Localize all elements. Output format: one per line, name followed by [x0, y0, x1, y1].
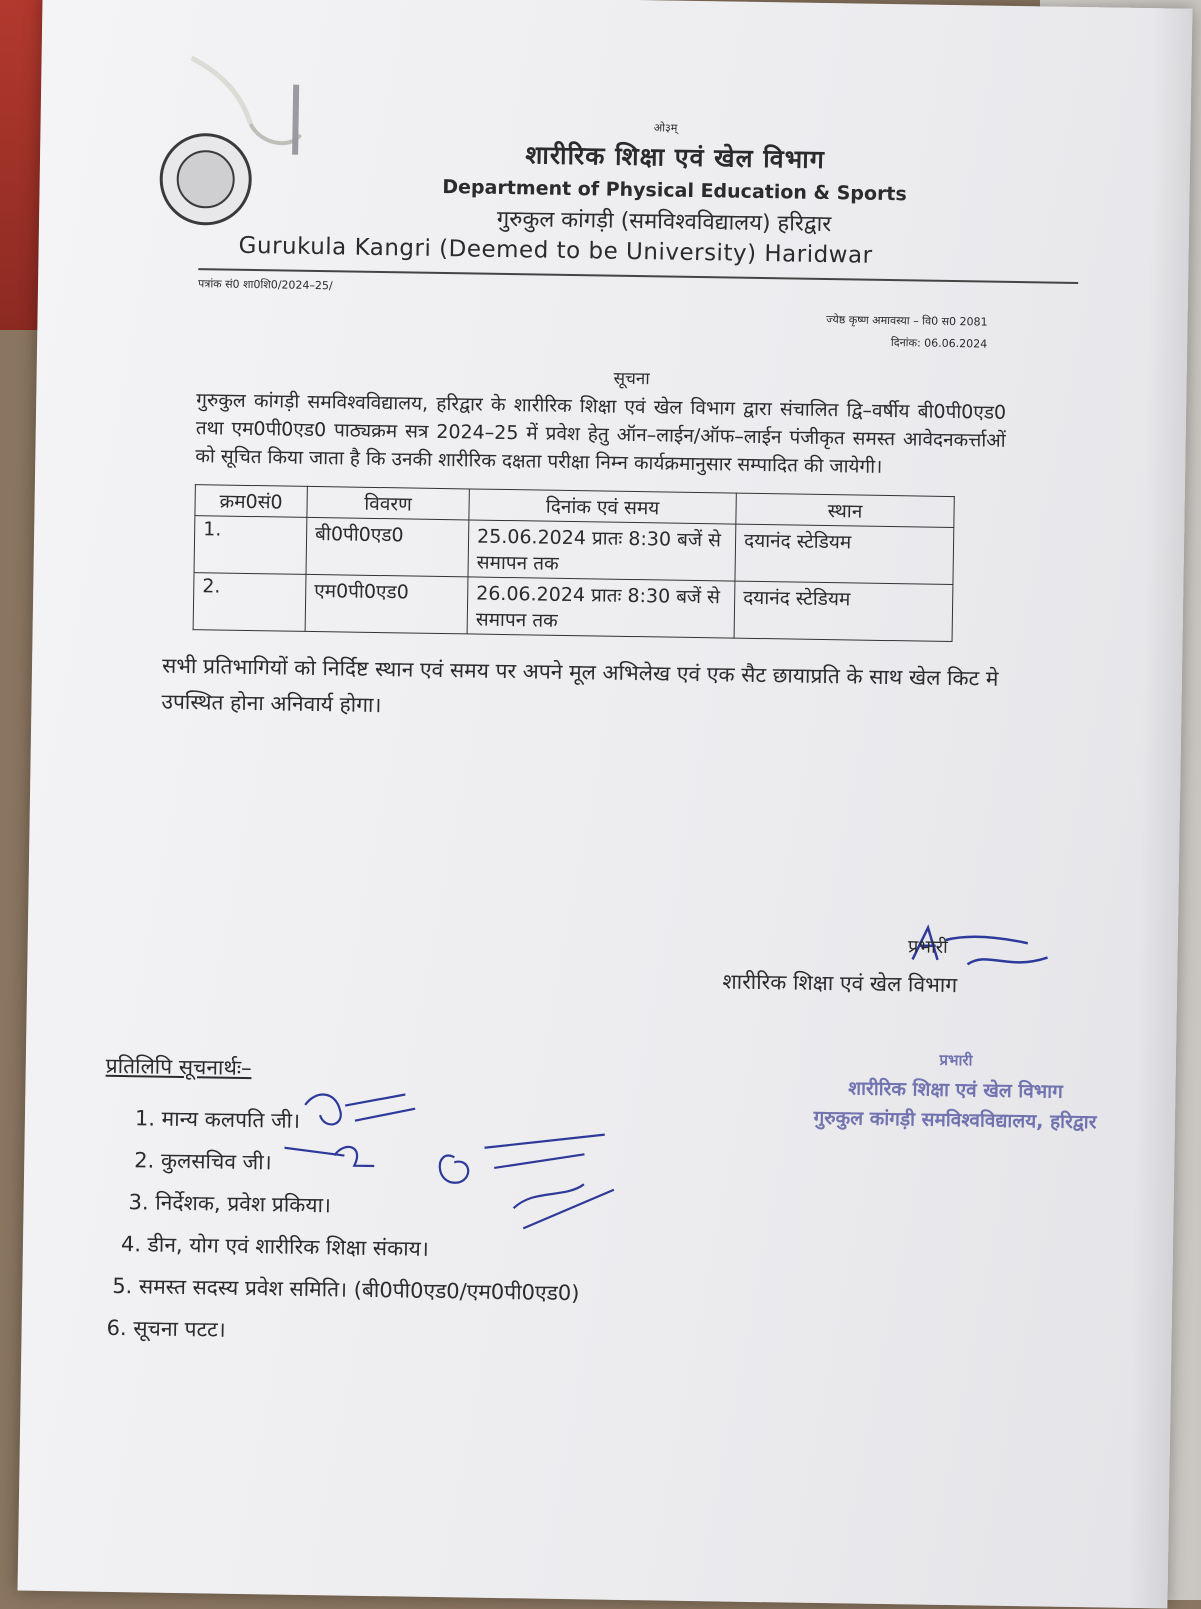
table-cell: 1. [194, 516, 307, 575]
notice-body: गुरुकुल कांगड़ी समविश्वविद्यालय, हरिद्वार के शारीरिक शिक्षा एवं खेल विभाग द्वारा संचालित द्वि–वर्षीय बी0पी0एड0 तथा एम0पी0एड0 पाठ्यक्रम सत्र 2024–25 में प्रवेश हेतु ऑन–लाईन/ऑफ–लाईन पंजीकृत समस्त आवेदनकर्त्ताओं को सूचित किया जाता है कि उनकी शारीरिक दक्षता परीक्षा निम्न कार्यक्रमानुसार सम्पादित की जायेगी। [195, 389, 1007, 478]
signatory-designation: प्रभारी [907, 936, 948, 959]
document-page [18, 0, 1193, 1609]
signatory-department: शारीरिक शिक्षा एवं खेल विभाग [722, 969, 958, 998]
copy-to-heading: प्रतिलिपि सूचनार्थः– [105, 1053, 252, 1081]
table-cell: दयानंद स्टेडियम [735, 524, 954, 584]
table-cell: दयानंद स्टेडियम [734, 581, 953, 641]
letter-number: पत्रांक सं0 शा0शि0/2024–25/ [197, 277, 333, 293]
department-name-english: Department of Physical Education & Sports [442, 175, 907, 206]
table-cell: 26.06.2024 प्रातः 8:30 बजें से समापन तक [467, 577, 735, 638]
table-row [193, 573, 953, 642]
column-header: स्थान [736, 493, 954, 527]
notice-title: सूचना [613, 368, 650, 390]
list-item: 6. सूचना पटट। [106, 1315, 226, 1342]
university-name-english: Gurukula Kangri (Deemed to be University) Haridwar [238, 232, 873, 269]
column-header: दिनांक एवं समय [469, 489, 736, 524]
table-cell: 2. [193, 573, 306, 632]
list-item: 1. मान्य कलपति जी। [134, 1106, 301, 1133]
list-item: 5. समस्त सदस्य प्रवेश समिति। (बी0पी0एड0/एम0पी0एड0) [112, 1273, 580, 1306]
column-header: क्रम0सं0 [195, 485, 307, 518]
department-name-hindi: शारीरिक शिक्षा एवं खेल विभाग [525, 140, 826, 174]
signatory-block [627, 930, 988, 1000]
schedule-table [193, 484, 955, 642]
list-item: 2. कुलसचिव जी। [134, 1148, 272, 1175]
university-name-hindi: गुरुकुल कांगड़ी (समविश्वविद्यालय) हरिद्वार [496, 206, 832, 238]
date-block [197, 299, 988, 355]
instruction-text: सभी प्रतिभागियों को निर्दिष्ट स्थान एवं समय पर अपने मूल अभिलेख एवं एक सैट छायाप्रति के साथ खेल किट मे उपस्थित होना अनिवार्य होगा। [161, 653, 999, 718]
university-logo-seal [159, 133, 252, 226]
table-cell: 25.06.2024 प्रातः 8:30 बजें से समापन तक [468, 520, 736, 581]
list-item: 3. निर्देशक, प्रवेश प्रकिया। [128, 1190, 332, 1218]
column-header: विवरण [307, 486, 469, 520]
issue-date: दिनांक: 06.06.2024 [890, 336, 988, 351]
table-cell: एम0पी0एड0 [305, 574, 468, 634]
table-cell: बी0पी0एड0 [306, 517, 469, 577]
list-item: 4. डीन, योग एवं शारीरिक शिक्षा संकाय। [120, 1232, 429, 1261]
copy-to-list [106, 1097, 582, 1356]
document-content [105, 113, 1097, 1342]
hindu-calendar-date: ज्येष्ठ कृष्ण अमावस्या – वि0 स0 2081 [826, 313, 988, 329]
official-stamp: प्रभारी शारीरिक शिक्षा एवं खेल विभाग गुरुकुल कांगड़ी समविश्वविद्यालय, हरिद्वार [813, 1050, 1097, 1134]
om-text: ओ३म् [653, 121, 678, 135]
